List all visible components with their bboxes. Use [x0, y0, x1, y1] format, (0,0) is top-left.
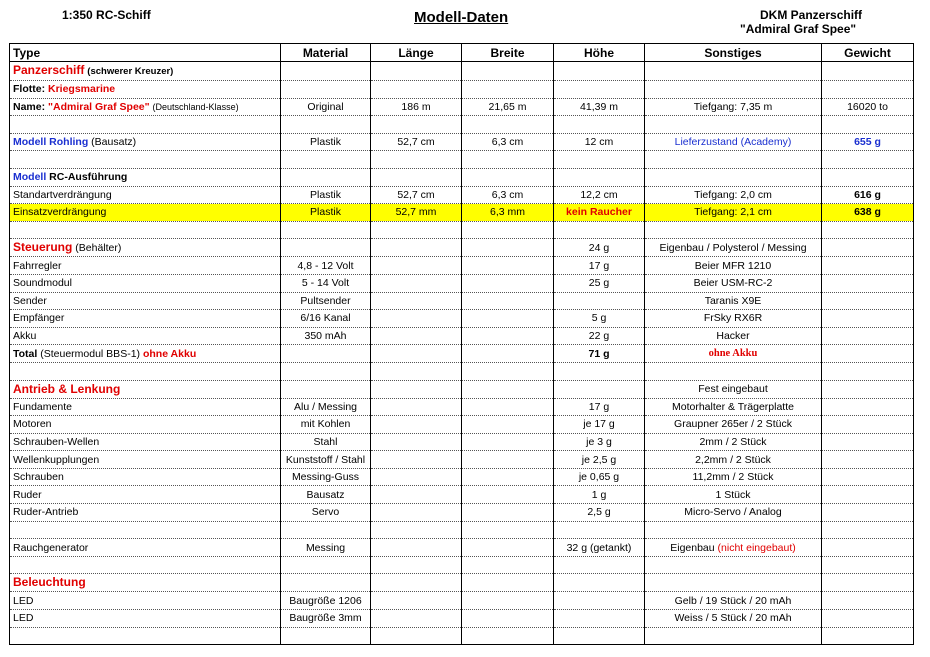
table-row: Wellenkupplungen Kunststoff / Stahl je 2,5 g 2,2mm / 2 Stück — [10, 451, 914, 469]
section-row-steuerung: Steuerung (Behälter) 24 g Eigenbau / Polysterol / Messing — [10, 239, 914, 257]
total-row: Total (Steuermodul BBS-1) ohne Akku 71 g ohne Akku — [10, 345, 914, 363]
section-title-antrieb: Antrieb & Lenkung — [10, 380, 281, 398]
header-ship-class: DKM Panzerschiff — [760, 8, 863, 22]
spacer-row — [10, 627, 914, 645]
table-row: Modell Rohling (Bausatz) Plastik 52,7 cm 6,3 cm 12 cm Lieferzustand (Academy) 655 g — [10, 133, 914, 151]
table-row: Soundmodul 5 - 14 Volt 25 g Beier USM-RC-2 — [10, 274, 914, 292]
table-row: Ruder-Antrieb Servo 2,5 g Micro-Servo / Analog — [10, 504, 914, 522]
table-row: Empfänger 6/16 Kanal 5 g FrSky RX6R — [10, 310, 914, 328]
col-header-gewicht: Gewicht — [822, 44, 914, 62]
table-row: Standartverdrängung Plastik 52,7 cm 6,3 cm 12,2 cm Tiefgang: 2,0 cm 616 g — [10, 186, 914, 204]
col-header-breite: Breite — [462, 44, 554, 62]
spacer-row — [10, 521, 914, 539]
rohling-cell: Modell Rohling (Bausatz) — [10, 133, 281, 151]
table-row: Fundamente Alu / Messing 17 g Motorhalter & Trägerplatte — [10, 398, 914, 416]
spacer-row — [10, 116, 914, 134]
section-title-ship: Panzerschiff (schwerer Kreuzer) — [10, 62, 281, 81]
table-row: Fahrregler 4,8 - 12 Volt 17 g Beier MFR 1210 — [10, 257, 914, 275]
flotte-cell: Flotte: Kriegsmarine — [10, 81, 281, 99]
table-header-row — [10, 44, 914, 62]
page-title: Modell-Daten — [414, 9, 509, 26]
section-title-steuerung: Steuerung (Behälter) — [10, 239, 281, 257]
table-row: LED Baugröße 1206 Gelb / 19 Stück / 20 mAh — [10, 592, 914, 610]
spacer-row — [10, 221, 914, 239]
table-row: Name: "Admiral Graf Spee" (Deutschland-Klasse) Original 186 m 21,65 m 41,39 m Tiefgang: 7,35 m 16020 to — [10, 98, 914, 116]
table-row: Akku 350 mAh 22 g Hacker — [10, 327, 914, 345]
spacer-row — [10, 556, 914, 574]
header-ship-name: "Admiral Graf Spee" — [740, 22, 857, 36]
table-row: Sender Pultsender Taranis X9E — [10, 292, 914, 310]
col-header-hoehe: Höhe — [554, 44, 645, 62]
col-header-type: Type — [10, 44, 281, 62]
rauch-sonstiges-cell: Eigenbau (nicht eingebaut) — [645, 539, 822, 557]
spacer-row — [10, 151, 914, 169]
model-data-table — [9, 43, 914, 645]
section-row-beleuchtung — [10, 574, 914, 592]
table-row: Schrauben Messing-Guss je 0,65 g 11,2mm / 2 Stück — [10, 468, 914, 486]
total-cell: Total (Steuermodul BBS-1) ohne Akku — [10, 345, 281, 363]
section-title-beleuchtung: Beleuchtung — [10, 574, 281, 592]
col-header-laenge: Länge — [371, 44, 462, 62]
col-header-material: Material — [281, 44, 371, 62]
table-row: Schrauben-Wellen Stahl je 3 g 2mm / 2 Stück — [10, 433, 914, 451]
col-header-sonstiges: Sonstiges — [645, 44, 822, 62]
header-scale: 1:350 RC-Schiff — [62, 8, 151, 22]
table-row: LED Baugröße 3mm Weiss / 5 Stück / 20 mAh — [10, 610, 914, 628]
spacer-row — [10, 362, 914, 380]
table-row — [10, 168, 914, 186]
table-row: Rauchgenerator Messing 32 g (getankt) Eigenbau (nicht eingebaut) — [10, 539, 914, 557]
highlighted-row: Einsatzverdrängung Plastik 52,7 mm 6,3 mm kein Raucher Tiefgang: 2,1 cm 638 g — [10, 204, 914, 222]
rc-model-cell: Modell RC-Ausführung — [10, 168, 281, 186]
section-row-antrieb: Antrieb & Lenkung Fest eingebaut — [10, 380, 914, 398]
table-row — [10, 81, 914, 99]
table-row: Ruder Bausatz 1 g 1 Stück — [10, 486, 914, 504]
ship-name-cell: Name: "Admiral Graf Spee" (Deutschland-Klasse) — [10, 98, 281, 116]
table-row: Motoren mit Kohlen je 17 g Graupner 265er / 2 Stück — [10, 416, 914, 434]
section-row-ship — [10, 62, 914, 81]
